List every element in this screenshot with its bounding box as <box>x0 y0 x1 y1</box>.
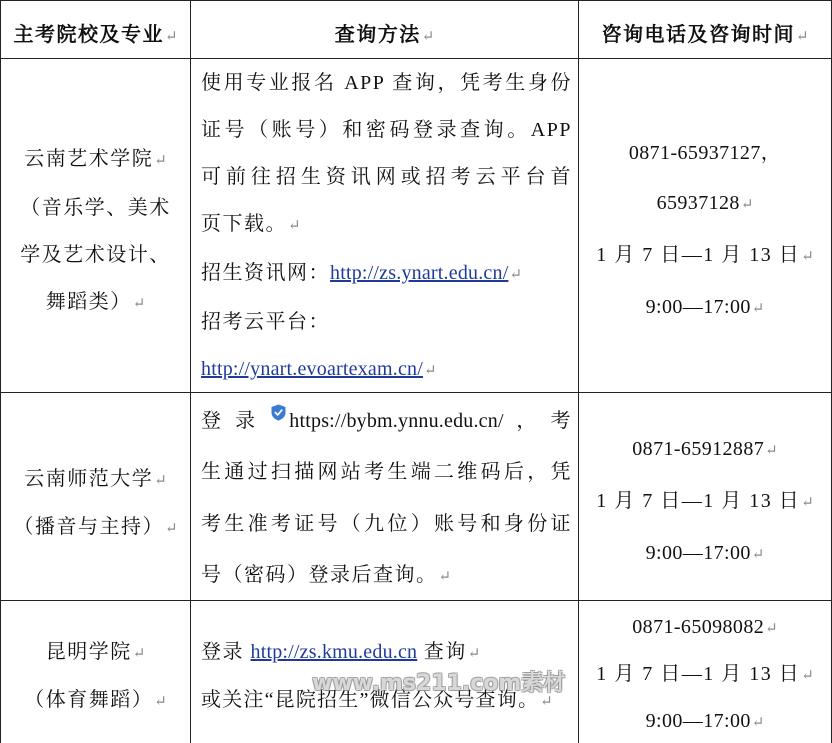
method-line: 考生准考证号（九位）账号和身份证 <box>201 512 572 535</box>
login-prefix: 登录 <box>201 409 270 432</box>
paragraph-mark: ↵ <box>154 153 167 169</box>
paragraph-mark: ↵ <box>751 546 765 563</box>
school-cell-yunnan-normal <box>1 393 191 601</box>
contact-hours-text: 9:00—17:00 <box>645 710 751 732</box>
contact-hours <box>646 282 765 334</box>
school-cell-kunming <box>1 601 191 743</box>
method-line: 使用专业报名 APP 查询，凭考生身份 <box>201 72 572 94</box>
contact-phone-text: 0871-65912887 <box>632 437 765 460</box>
header-contact-line <box>601 18 808 47</box>
method-line: 招考云平台： <box>201 311 330 333</box>
school-line <box>24 136 167 185</box>
contact-dates <box>596 230 814 282</box>
contact-phone-text: 65937128 <box>656 191 740 214</box>
paragraph-mark: ↵ <box>438 569 452 585</box>
school-major: 舞蹈类） <box>45 291 132 313</box>
header-method-line <box>335 18 435 47</box>
contact-hours-text: 9:00—17:00 <box>645 295 751 318</box>
contact-cell-yunnan-normal <box>579 393 832 601</box>
contact-hours <box>646 699 765 743</box>
method-line <box>201 550 572 601</box>
contact-cell-kunming <box>579 601 832 743</box>
contact-dates-text: 1 月 7 日—1 月 13 日 <box>596 663 801 685</box>
school-line <box>24 456 167 504</box>
paragraph-mark: ↵ <box>509 267 523 283</box>
paragraph-mark: ↵ <box>751 300 765 317</box>
method-line <box>201 250 572 299</box>
contact-phone-2 <box>657 178 754 230</box>
paragraph-mark: ↵ <box>288 218 301 234</box>
school-major: （体育舞蹈） <box>24 689 154 711</box>
shield-icon <box>271 393 286 441</box>
paragraph-mark: ↵ <box>467 646 481 662</box>
school-name: 昆明学院 <box>45 641 132 663</box>
contact-hours <box>646 528 765 580</box>
paragraph-mark: ↵ <box>164 520 178 537</box>
method-line <box>201 346 572 393</box>
method-cell-yunnan-normal <box>191 393 579 601</box>
school-line <box>46 629 146 677</box>
method-line <box>201 201 572 250</box>
header-method <box>191 1 579 59</box>
paragraph-mark: ↵ <box>132 646 146 662</box>
paragraph-mark: ↵ <box>801 668 814 684</box>
method-line <box>201 393 572 447</box>
paragraph-mark: ↵ <box>164 29 178 45</box>
site-label: 招生资讯网： <box>201 262 330 284</box>
method-line: 证号（账号）和密码登录查询。APP <box>201 119 572 141</box>
school-major: （播音与主持） <box>13 515 164 538</box>
method-line: 生通过扫描网站考生端二维码后，凭 <box>201 461 572 483</box>
contact-phone: 0871-65937127， <box>628 141 782 164</box>
school-line <box>13 504 177 552</box>
header-method-label: 查询方法 <box>334 24 421 46</box>
site-link[interactable]: http://zs.ynart.edu.cn/ <box>330 262 509 284</box>
method-text: 号（密码）登录后查询。 <box>201 564 438 586</box>
contact-phone <box>632 424 777 476</box>
school-line <box>24 677 167 725</box>
method-line: 可前往招生资讯网或招考云平台首 <box>201 166 572 188</box>
paragraph-mark: ↵ <box>765 621 778 637</box>
login-suffix: ，考 <box>503 409 572 432</box>
watermark: www.ms211.com素材 <box>312 671 566 696</box>
contact-cell-yunnan-arts <box>579 59 832 393</box>
paragraph-mark: ↵ <box>154 694 167 710</box>
kunming-site-link[interactable]: http://zs.kmu.edu.cn <box>250 641 418 663</box>
header-contact <box>579 1 832 59</box>
method-line <box>201 629 572 677</box>
header-school <box>1 1 191 59</box>
header-school-line <box>13 18 177 47</box>
url-text: https://bybm.ynnu.edu.cn/ <box>289 409 504 432</box>
login-suffix: 查询 <box>417 641 467 663</box>
paragraph-mark: ↵ <box>801 494 814 511</box>
method-text: 页下载。 <box>201 213 287 235</box>
school-line <box>46 279 146 328</box>
contact-dates <box>596 476 814 528</box>
paragraph-mark: ↵ <box>421 29 435 45</box>
method-cell-kunming <box>191 601 579 743</box>
paragraph-mark: ↵ <box>154 472 167 489</box>
paragraph-mark: ↵ <box>740 196 754 213</box>
header-contact-label: 咨询电话及咨询时间 <box>601 24 795 46</box>
paragraph-mark: ↵ <box>751 715 765 731</box>
school-cell-yunnan-arts <box>1 59 191 393</box>
paragraph-mark: ↵ <box>765 442 778 459</box>
cloud-platform-link[interactable]: http://ynart.evoartexam.cn/ <box>201 358 423 380</box>
login-prefix: 登录 <box>201 641 251 663</box>
school-line: 学及艺术设计、 <box>20 244 171 266</box>
contact-phone-text: 0871-65098082 <box>632 616 765 638</box>
paragraph-mark: ↵ <box>540 694 553 710</box>
contact-hours-text: 9:00—17:00 <box>645 541 751 564</box>
contact-dates <box>596 652 814 699</box>
method-cell-yunnan-arts <box>191 59 579 393</box>
method-line <box>201 677 572 725</box>
header-school-label: 主考院校及专业 <box>13 24 164 46</box>
school-line: （音乐学、美术 <box>20 197 171 219</box>
method-text: 或关注“昆院招生”微信公众号查询。 <box>201 689 540 711</box>
paragraph-mark: ↵ <box>424 363 437 379</box>
paragraph-mark: ↵ <box>132 296 146 312</box>
contact-phone <box>632 605 777 652</box>
contact-dates-text: 1 月 7 日—1 月 13 日 <box>596 243 801 266</box>
school-name: 云南艺术学院 <box>24 148 154 170</box>
contact-dates-text: 1 月 7 日—1 月 13 日 <box>596 489 801 512</box>
paragraph-mark: ↵ <box>801 248 814 265</box>
paragraph-mark: ↵ <box>795 29 809 45</box>
school-name: 云南师范大学 <box>24 467 154 490</box>
